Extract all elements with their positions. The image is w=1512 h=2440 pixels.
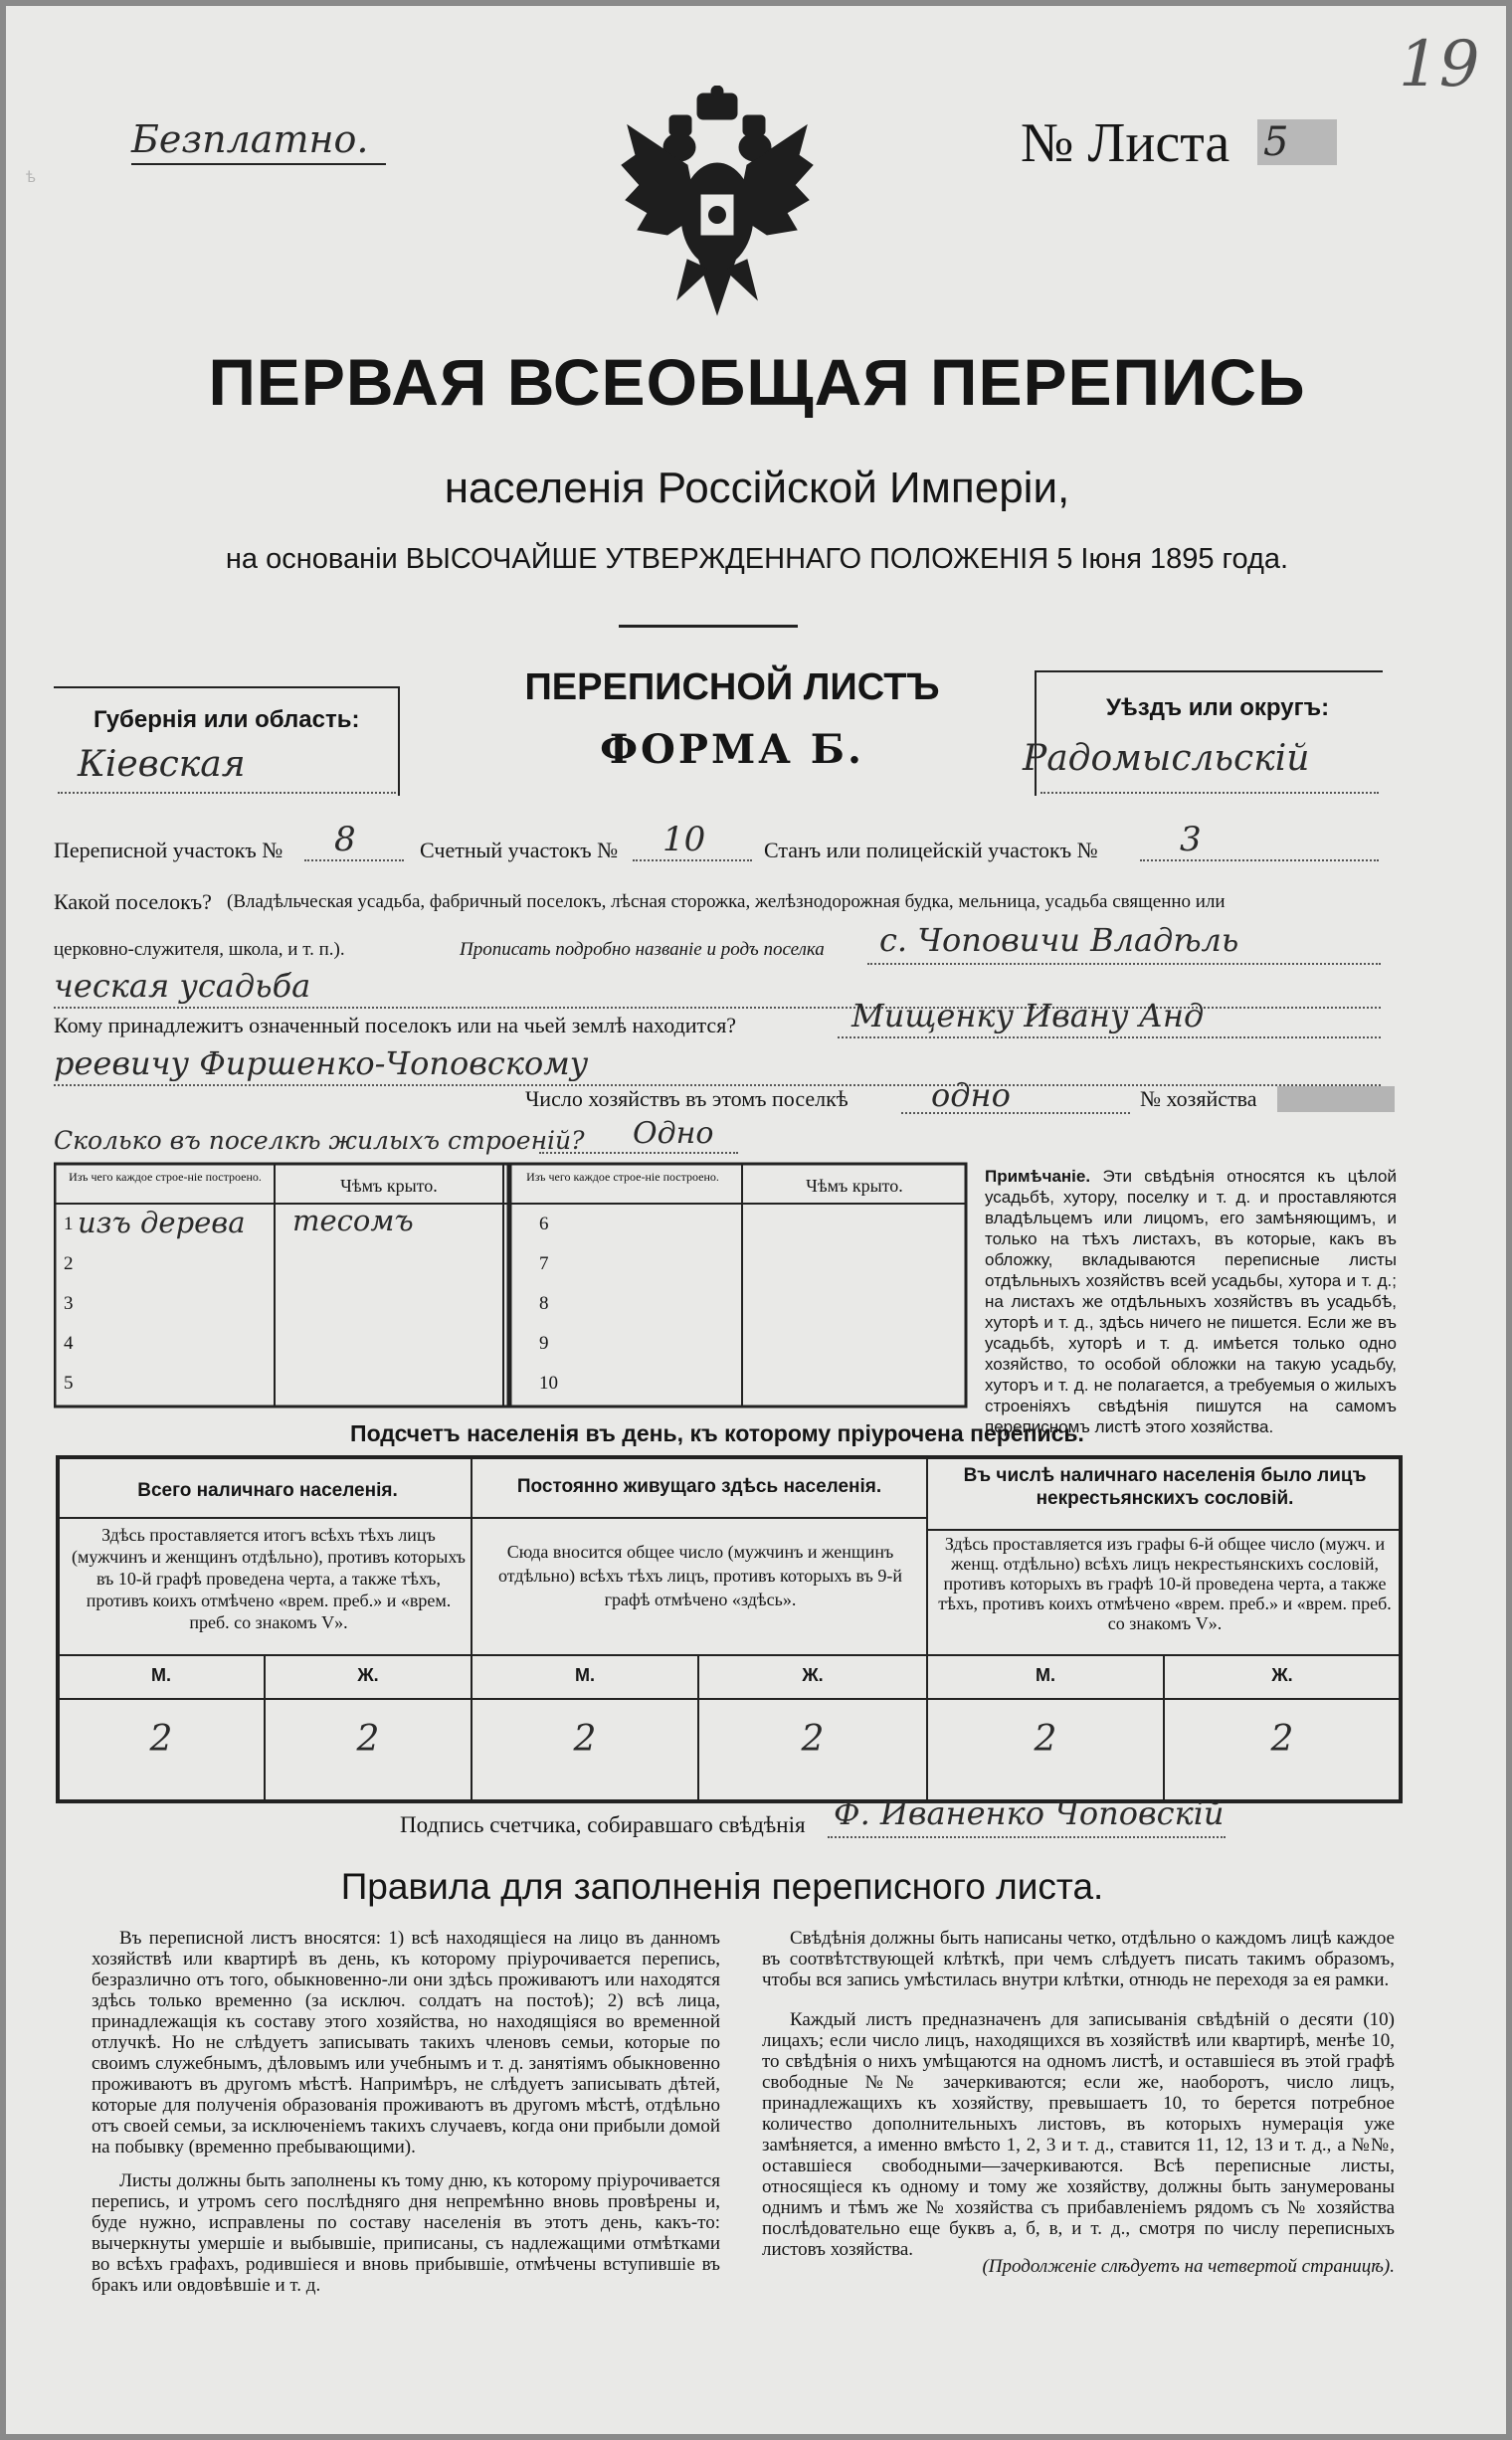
row-number: 6 [539, 1214, 549, 1234]
rules-continued: (Продолженіе слѣдуетъ на четвертой страницѣ). [982, 2256, 1395, 2277]
row-number: 10 [539, 1373, 558, 1394]
row-roof: тесомъ [292, 1204, 414, 1237]
pop-col2-f-label: Ж. [802, 1665, 824, 1685]
pop-col2-desc: Сюда вносится общее число (мужчинъ и женщинъ отдѣльно) всѣхъ тѣхъ лицъ, противъ которыхъ въ 9-й графѣ отмѣчено «здѣсь». [498, 1542, 902, 1609]
row-number: 9 [539, 1333, 549, 1354]
gubernia-value: Кіевская [78, 744, 246, 785]
rules-right-paragraph-2: Каждый листъ предназначенъ для записыванія свѣдѣній о десяти (10) лицахъ; если число лицъ, находящихся въ хозяйствѣ или квартирѣ, менѣе 10, то свѣдѣнія о нихъ умѣщаются на одномъ листѣ, и оставшіеся въ этой графѣ свободные №№ зачеркиваются; если же, наоборотъ, число лицъ, принадлежащихъ къ хозяйству, превышаетъ 10, то берется потребное количество дополнительныхъ листовъ, въ которыхъ нумерація уже замѣняется, а именно вмѣсто 1, 2, 3 и т. д., ставится 11, 12, 13 и т. д., а №№, оставшіеся свободными—зачеркиваются. Всѣ переписные листы, относящіеся къ одному и тому же хозяйству, должны быть занумерованы однимъ и тѣмъ же № хозяйства съ прибавленіемъ рядомъ съ № хозяйства послѣдовательно еще буквъ а, б, в, и т. д., смотря по числу переписныхъ листовъ хозяйства. [762, 2009, 1395, 2260]
uezd-value: Радомысльскій [1023, 738, 1310, 779]
row-number: 7 [539, 1253, 549, 1274]
gubernia-box-right [398, 686, 400, 796]
table-row [533, 1251, 951, 1291]
pop-col1-m-value: 2 [149, 1719, 173, 1760]
corner-archive-number: 19 [1399, 28, 1480, 101]
pop-col1-f-value: 2 [356, 1719, 380, 1760]
settlement-hint: (Владѣльческая усадьба, фабричный поселокъ, лѣсная сторожка, желѣзнодорожная будка, мельница, усадьба священно или [227, 891, 1226, 912]
settlement-value-2: ческая усадьба [54, 967, 311, 1005]
table-row [62, 1251, 499, 1291]
signature-line [828, 1836, 1226, 1838]
census-sheet [6, 6, 1506, 2434]
owner-value-2: реевичу Фиршенко-Чоповскому [54, 1044, 589, 1082]
rules-heading: Правила для заполненія переписного листа. [340, 1866, 1104, 1907]
signature-value: Ф. Иваненко Чоповскій [834, 1794, 1225, 1832]
census-district-value: 8 [334, 820, 356, 859]
pop-col3-f-label: Ж. [1271, 1665, 1293, 1685]
uezd-label: Уѣздъ или округъ: [1106, 694, 1330, 721]
side-note-text: Эти свѣдѣнія относятся къ цѣлой усадьбѣ, хутору, поселку и т. д. и проставляются владѣльцемъ или лицомъ, его замѣняющимъ, и только на тѣхъ листахъ, въ которые, какъ въ обложку, вкладываются переписные листы отдѣльныхъ хозяйствъ всей усадьбы, хутора и т. д.; на листахъ же отдѣльныхъ хозяйствъ въ усадьбѣ, хуторѣ и т. д., здѣсь ничего не пишется. Если же въ усадьбѣ, хуторѣ и т. д. имѣется только одно хозяйство, то особой обложки на такую усадьбу, хуторъ и т. д. не полагается, а требуемыя о жилыхъ строеніяхъ свѣдѣнія пишутся на самомъ переписномъ листѣ этого хозяйства. [985, 1167, 1397, 1436]
imperial-eagle-icon [618, 86, 817, 324]
rules-left-paragraph-2: Листы должны быть заполнены къ тому дню, къ которому пріурочивается перепись, и утромъ сего послѣдняго дня непремѣнно вновь провѣрены и, буде нужно, исправлены по составу населенія въ этотъ день, какъ-то: вычеркнуты умершіе и выбывшіе, приписаны, съ надлежащими отмѣтками во всѣхъ графахъ, родившіеся и вновь прибывшіе, отмѣчены вступившіе въ бракъ или овдовѣвшіе и т. д. [92, 2170, 720, 2296]
settlement-hint-2: церковно-служителя, школа, и т. п.). [54, 939, 345, 960]
pop-col3-m-value: 2 [1034, 1719, 1057, 1760]
owner-question: Кому принадлежитъ означенный поселокъ или на чьей землѣ находится? [54, 1013, 737, 1037]
pop-col3-title: Въ числѣ наличнаго населенія было лицъ некрестьянскихъ сословій. [963, 1465, 1367, 1509]
count-district-value: 10 [662, 820, 706, 859]
pop-col1-title: Всего наличнаго населенія. [137, 1480, 398, 1501]
population-heading: Подсчетъ населенія въ день, къ которому пріурочена перепись. [350, 1420, 1084, 1446]
census-subtitle: населенія Россійской Имперіи, [444, 464, 1070, 512]
buildings-question: Сколько въ поселкѣ жилыхъ строеній? [54, 1126, 585, 1155]
row-number: 8 [539, 1293, 549, 1314]
pop-col2-f-value: 2 [801, 1719, 825, 1760]
stan-label: Станъ или полицейскій участокъ № [764, 838, 1098, 862]
table-col-material-left: Изъ чего каждое строе-ніе построено. [69, 1170, 262, 1184]
buildings-line [539, 1152, 738, 1154]
buildings-rows-right [533, 1212, 951, 1410]
census-basis: на основаніи ВЫСОЧАЙШЕ УТВЕРЖДЕННАГО ПОЛОЖЕНІЯ 5 Іюня 1895 года. [225, 543, 1289, 575]
settlement-line-1 [867, 963, 1381, 965]
title-divider [619, 625, 798, 628]
pop-col3-f-value: 2 [1270, 1719, 1294, 1760]
pop-col2-m-value: 2 [573, 1719, 597, 1760]
free-label: Безплатно. [131, 117, 369, 161]
table-row [62, 1291, 499, 1331]
gubernia-line [58, 792, 396, 794]
pop-col2-m-label: М. [575, 1665, 595, 1685]
form-label: ФОРМА Б. [600, 726, 864, 773]
count-district-label: Счетный участокъ № [420, 838, 619, 862]
table-row [533, 1331, 951, 1371]
settlement-instruction: Прописать подробно названіе и родъ поселка [460, 939, 825, 960]
count-district-line [633, 859, 752, 861]
owner-line-1 [838, 1036, 1381, 1038]
table-row [62, 1331, 499, 1371]
uezd-box-top [1035, 670, 1383, 672]
table-row [533, 1212, 951, 1251]
side-note [985, 1166, 1397, 1437]
table-row [62, 1371, 499, 1410]
sheet-number-value: 5 [1257, 119, 1337, 165]
pop-col3-m-label: М. [1036, 1665, 1055, 1685]
table-col-material-right: Изъ чего каждое строе-ніе построено. [526, 1170, 719, 1184]
census-district-line [304, 859, 404, 861]
household-number-field [1277, 1086, 1395, 1112]
gubernia-label: Губернія или область: [94, 706, 360, 733]
settlement-question: Какой поселокъ? [54, 889, 212, 914]
gubernia-box-top [54, 686, 398, 688]
row-material: изъ дерева [78, 1206, 246, 1239]
side-note-title: Примѣчаніе. [985, 1167, 1091, 1186]
households-line [901, 1112, 1130, 1114]
buildings-rows-left [62, 1204, 499, 1410]
stan-line [1140, 859, 1379, 861]
table-col-roof-left: Чѣмъ крыто. [340, 1176, 438, 1196]
pop-col1-m-label: М. [151, 1665, 171, 1685]
households-value: одно [931, 1076, 1011, 1114]
rules-left-paragraph-1: Въ переписной листъ вносятся: 1) всѣ находящіеся на лицо въ данномъ хозяйствѣ или квартирѣ въ день, къ которому пріурочивается перепись, безразлично отъ того, обыкновенно-ли они здѣсь проживаютъ или находятся здѣсь только временно (за исключ. солдатъ на постоѣ); 2) всѣ лица, принадлежащія къ составу этого хозяйства, но находящіяся во временной отлучкѣ. Но не слѣдуетъ записывать такихъ членовъ семьи, которые по своимъ служебнымъ, дѣловымъ или учебнымъ и т. д. занятіямъ обыкновенно проживаютъ въ другомъ мѣстѣ. Напримѣръ, не слѣдуетъ записывать дѣтей, которые для полученія образованія проживаютъ въ другомъ мѣстѣ, отдѣльно отъ своей семьи, за исключеніемъ такихъ случаевъ, когда они прибыли домой на побывку (временно пребывающими). [92, 1928, 720, 2158]
bleed-through-left: ѣ [26, 169, 36, 186]
row-number: 1 [64, 1214, 74, 1234]
owner-value-1: Мищенку Ивану Анд [851, 997, 1205, 1034]
row-number: 2 [64, 1253, 74, 1274]
buildings-value: Одно [633, 1116, 714, 1151]
table-row [533, 1371, 951, 1410]
rules-right-paragraph-1: Свѣдѣнія должны быть написаны четко, отдѣльно о каждомъ лицѣ каждое въ соотвѣтствующей клѣткѣ, при чемъ слѣдуетъ писать такимъ образомъ, чтобы вся запись умѣстилась внутри клѣтки, отнюдь не переходя за ея рамки. [762, 1928, 1395, 1990]
row-number: 5 [64, 1373, 74, 1394]
table-row [533, 1291, 951, 1331]
form-name: ПЕРЕПИСНОЙ ЛИСТЪ [524, 666, 940, 708]
signature-label: Подпись счетчика, собиравшаго свѣдѣнія [400, 1812, 806, 1837]
household-number-label: № хозяйства [1140, 1086, 1257, 1111]
census-district-label: Переписной участокъ № [54, 838, 284, 862]
pop-col1-f-label: Ж. [357, 1665, 379, 1685]
table-col-roof-right: Чѣмъ крыто. [806, 1176, 903, 1196]
pop-col3-desc: Здѣсь проставляется изъ графы 6-й общее число (мужч. и женщ. отдѣльно) всѣхъ лицъ некрестьянскихъ сословій, противъ которыхъ въ графѣ 10-й проведена черта, а также тѣхъ, противъ коихъ отмѣчено «врем. преб.» и «врем. преб. со знакомъ V». [938, 1534, 1392, 1633]
census-title: ПЕРВАЯ ВСЕОБЩАЯ ПЕРЕПИСЬ [208, 345, 1306, 419]
settlement-value-1: с. Чоповичи Владѣль [879, 921, 1239, 959]
households-label: Число хозяйствъ въ этомъ поселкѣ [525, 1086, 849, 1111]
stan-value: 3 [1180, 820, 1202, 859]
sheet-number-label: № Листа [1021, 112, 1230, 174]
pop-col2-title: Постоянно живущаго здѣсь населенія. [516, 1476, 882, 1497]
pop-col1-desc: Здѣсь проставляется итогъ всѣхъ тѣхъ лицъ (мужчинъ и женщинъ отдѣльно), противъ которыхъ въ 10-й графѣ проведена черта, а также тѣхъ, противъ коихъ отмѣчено «врем. преб.» и «врем. преб. со знакомъ V». [72, 1525, 466, 1632]
table-row [62, 1204, 499, 1251]
row-number: 4 [64, 1333, 74, 1354]
row-number: 3 [64, 1293, 74, 1314]
uezd-line [1040, 792, 1379, 794]
free-label-underline [131, 163, 386, 165]
